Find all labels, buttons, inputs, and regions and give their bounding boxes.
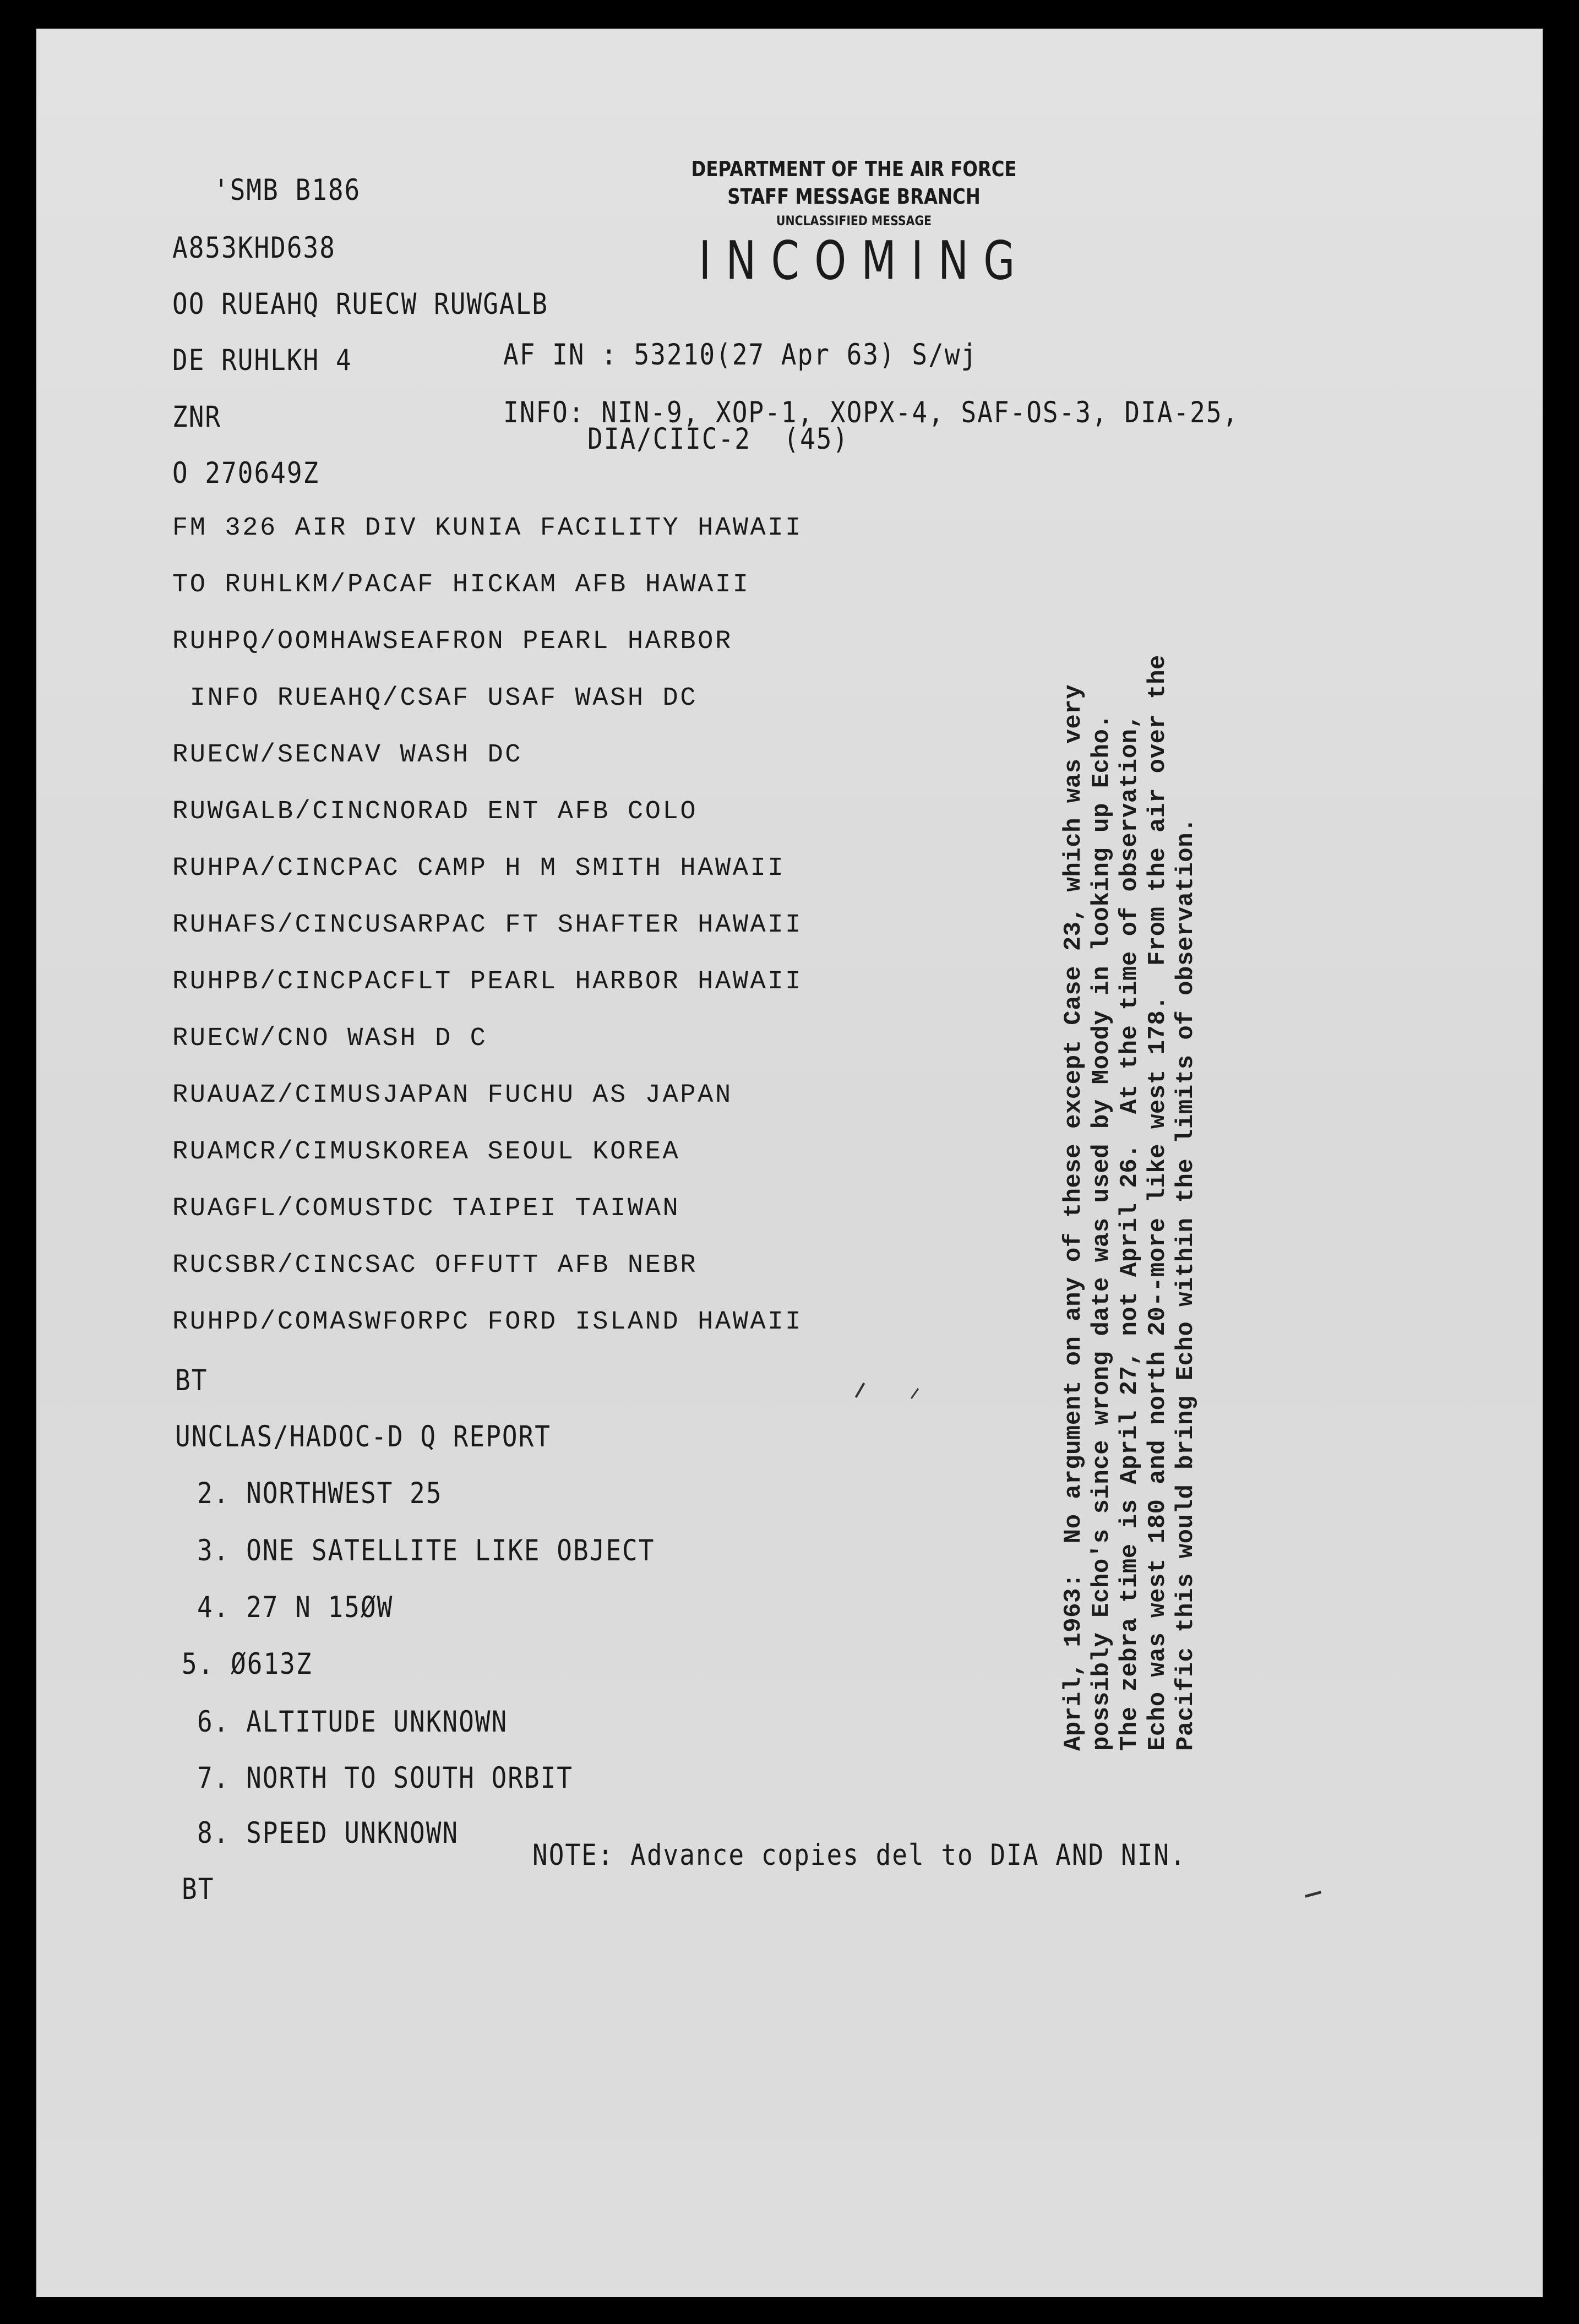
addressee-line: RUAUAZ/CIMUSJAPAN FUCHU AS JAPAN (172, 1081, 733, 1110)
report-item: 3. ONE SATELLITE LIKE OBJECT (197, 1533, 655, 1568)
message-reference: A853KHD638 (172, 230, 336, 265)
znr-line: ZNR (172, 399, 222, 434)
break-marker-end: BT (182, 1871, 215, 1906)
addressee-line: RUHAFS/CINCUSARPAC FT SHAFTER HAWAII (172, 911, 803, 940)
handwritten-annotation-block (1060, 655, 1200, 1751)
classification-label: UNCLASSIFIED MESSAGE (776, 213, 932, 228)
addressee-line: TO RUHLKM/PACAF HICKAM AFB HAWAII (172, 570, 750, 600)
report-item: 5. Ø613Z (182, 1646, 313, 1681)
report-item: 6. ALTITUDE UNKNOWN (197, 1704, 508, 1739)
addressee-line: RUECW/CNO WASH D C (172, 1024, 488, 1053)
annotation-line: Echo was west 180 and north 20--more like west 178. From the air over the (1144, 655, 1172, 1751)
addressee-line: RUHPD/COMASWFORPC FORD ISLAND HAWAII (172, 1308, 803, 1337)
break-marker-start: BT (175, 1363, 208, 1397)
annotation-line: Pacific this would bring Echo within the limits of observation. (1172, 818, 1200, 1751)
addressee-line: RUCSBR/CINCSAC OFFUTT AFB NEBR (172, 1251, 698, 1280)
addressee-line: RUHPA/CINCPAC CAMP H M SMITH HAWAII (172, 854, 786, 883)
smb-number: 'SMB B186 (214, 172, 361, 207)
addressee-line: FM 326 AIR DIV KUNIA FACILITY HAWAII (172, 514, 803, 543)
af-in-number: AF IN : 53210(27 Apr 63) S/wj (503, 337, 978, 372)
precedence-line: OO RUEAHQ RUECW RUWGALB (172, 286, 548, 321)
annotation-line: The zebra time is April 27, not April 26. At the time of observation, (1116, 714, 1144, 1751)
report-item: 2. NORTHWEST 25 (197, 1476, 443, 1510)
addressee-line: INFO RUEAHQ/CSAF USAF WASH DC (172, 684, 698, 713)
addressee-line: RUHPQ/OOMHAWSEAFRON PEARL HARBOR (172, 627, 733, 656)
addressee-line: RUECW/SECNAV WASH DC (172, 741, 523, 770)
info-distribution-line2: DIA/CIIC-2 (45) (587, 421, 850, 456)
de-line: DE RUHLKH 4 (172, 342, 352, 377)
report-item: 7. NORTH TO SOUTH ORBIT (197, 1760, 573, 1795)
report-subject: UNCLAS/HADOC-D Q REPORT (175, 1419, 551, 1454)
department-heading: DEPARTMENT OF THE AIR FORCE (691, 157, 1017, 181)
branch-heading: STAFF MESSAGE BRANCH (727, 184, 981, 209)
annotation-line: possibly Echo's since wrong date was used by Moody in looking up Echo. (1088, 714, 1115, 1751)
report-item: 8. SPEED UNKNOWN (197, 1815, 459, 1850)
distribution-note: NOTE: Advance copies del to DIA AND NIN. (532, 1837, 1186, 1872)
incoming-title: INCOMING (699, 230, 1030, 292)
addressee-line: RUAMCR/CIMUSKOREA SEOUL KOREA (172, 1137, 680, 1167)
addressee-line: RUHPB/CINCPACFLT PEARL HARBOR HAWAII (172, 967, 803, 997)
addressee-list (172, 515, 803, 1366)
addressee-line: RUWGALB/CINCNORAD ENT AFB COLO (172, 797, 698, 826)
report-item: 4. 27 N 15ØW (197, 1590, 394, 1624)
info-distribution-line1: INFO: NIN-9, XOP-1, XOPX-4, SAF-OS-3, DIA-25, (503, 395, 1239, 429)
annotation-line: April, 1963: No argument on any of these except Case 23, which was very (1060, 684, 1087, 1751)
addressee-line: RUAGFL/COMUSTDC TAIPEI TAIWAN (172, 1194, 680, 1223)
date-time-group: O 270649Z (172, 455, 320, 490)
